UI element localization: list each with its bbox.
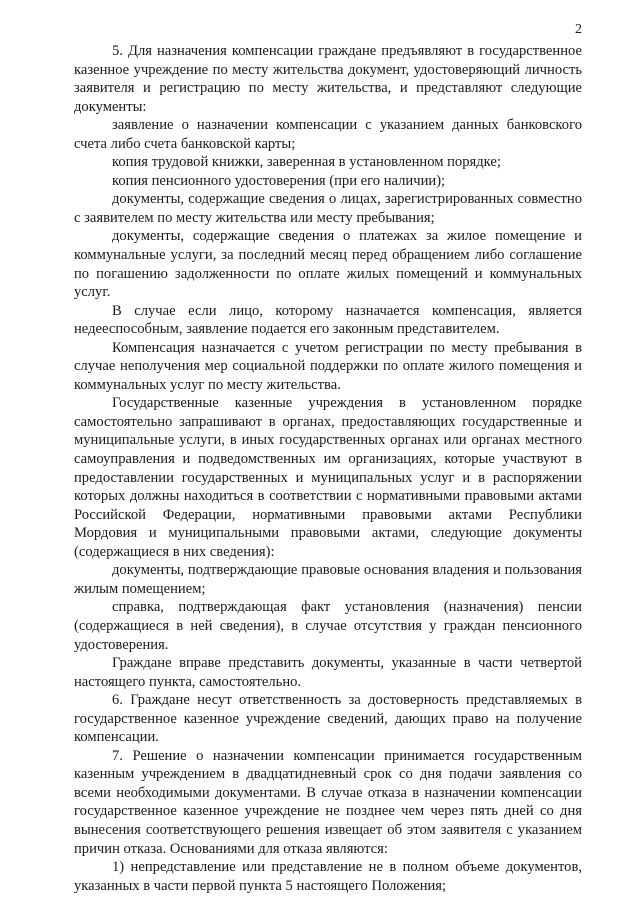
list-item-pension-certificate: справка, подтверждающая факт установления (назначения) пенсии (содержащиеся в ней сведения), в случае отсутствия у граждан пенсионного удостоверения. <box>74 599 582 653</box>
document-body <box>74 42 582 895</box>
list-item-application: заявление о назначении компенсации с указанием данных банковского счета либо счета банковской карты; <box>74 117 582 152</box>
page-number: 2 <box>575 22 582 37</box>
list-item-registered-persons: документы, содержащие сведения о лицах, зарегистрированных совместно с заявителем по месту жительства или месту пребывания; <box>74 191 582 226</box>
paragraph-self-submission: Граждане вправе представить документы, указанные в части четвертой настоящего пункта, самостоятельно. <box>74 655 582 690</box>
list-item-housing-rights: документы, подтверждающие правовые основания владения и пользования жилым помещением; <box>74 562 582 597</box>
list-item-pension-certificate-copy: копия пенсионного удостоверения (при его наличии); <box>112 172 446 189</box>
paragraph-legal-representative: В случае если лицо, которому назначается компенсация, является недееспособным, заявление подается его законным представителем. <box>74 302 582 338</box>
paragraph-temporary-registration: Компенсация назначается с учетом регистрации по месту пребывания в случае неполучения мер социальной поддержки по оплате жилого помещения и коммунальных услуг по месту жительства. <box>74 339 582 393</box>
paragraph-item-5-intro: 5. Для назначения компенсации граждане предъявляют в государственное казенное учреждение по месту жительства документ, удостоверяющий личность заявителя и регистрацию по месту жительства, и представляют следующие документы: <box>74 43 582 115</box>
paragraph-item-6: 6. Граждане несут ответственность за достоверность представляемых в государственное казенное учреждение сведений, дающих право на получение компенсации. <box>74 692 582 746</box>
list-item-work-book-copy: копия трудовой книжки, заверенная в установленном порядке; <box>112 154 501 171</box>
list-item-refusal-reason-1: 1) непредставление или представление не в полном объеме документов, указанных в части первой пункта 5 настоящего Положения; <box>74 859 582 894</box>
paragraph-interagency-requests: Государственные казенные учреждения в установленном порядке самостоятельно запрашивают в органах, предоставляющих государственные и муниципальные услуги, в иных государственных органах или органах местного самоуправления и подведомственных им организациях, которые участвуют в предоставлении государственных и муниципальных услуг и в распоряжении которых должны находиться в соответствии с нормативными правовыми актами Российской Федерации, нормативными правовыми актами Республики Мордовия и муниципальными правовыми актами, следующие документы (содержащиеся в них сведения): <box>74 395 582 560</box>
list-item-utility-payments: документы, содержащие сведения о платежах за жилое помещение и коммунальные услуги, за последний месяц перед обращением либо соглашение по погашению задолженности по оплате жилых помещений и коммунальных услуг. <box>74 228 582 301</box>
paragraph-item-7: 7. Решение о назначении компенсации принимается государственным казенным учреждением в двадцатидневный срок со дня подачи заявления со всеми необходимыми документами. В случае отказа в назначении компенсации государственное казенное учреждение не позднее чем через пять дней со дня вынесения соответствующего решения извещает об этом заявителя с указанием причин отказа. Основаниями для отказа являются: <box>74 747 582 857</box>
